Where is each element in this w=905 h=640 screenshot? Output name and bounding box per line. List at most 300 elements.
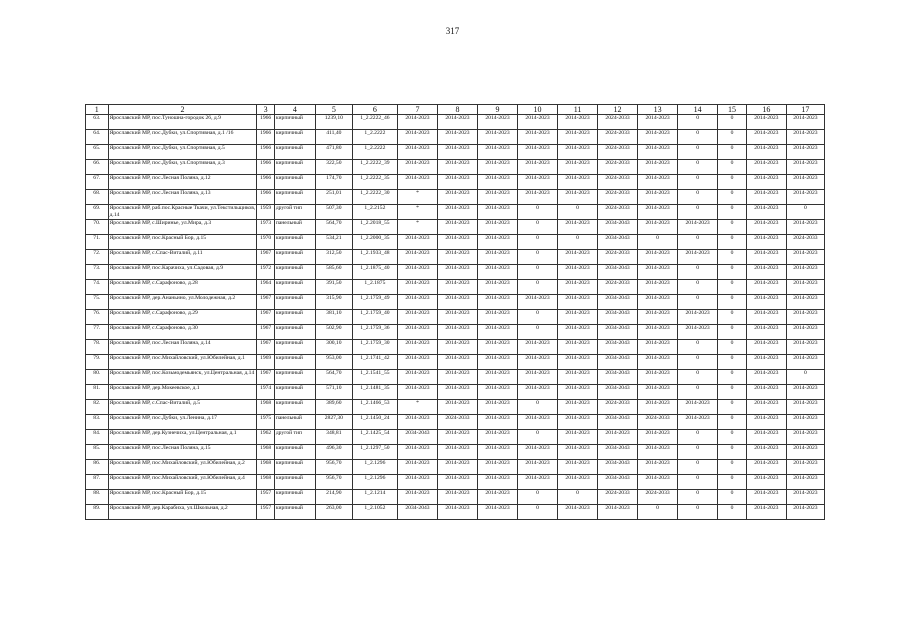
row-number-cell: 72.: [86, 250, 109, 265]
table-row: [86, 325, 825, 340]
table-cell: 2014-2023: [437, 160, 477, 175]
table-cell: 2014-2023: [638, 205, 678, 220]
table-cell: 2014-2023: [397, 325, 437, 340]
table-cell: 2014-2023: [746, 190, 786, 205]
table-cell: 1_2.1466_53: [352, 400, 397, 415]
table-row: [86, 385, 825, 400]
table-cell: 1_2.2222_30: [352, 190, 397, 205]
table-cell: 1967: [257, 325, 274, 340]
table-cell: 2014-2023: [478, 190, 518, 205]
table-cell: 2014-2023: [478, 400, 518, 415]
table-cell: 2014-2023: [746, 505, 786, 520]
table-cell: 0: [518, 220, 558, 235]
table-cell: 2014-2023: [478, 130, 518, 145]
table-cell: кирпичный: [274, 445, 315, 460]
table-cell: 2014-2023: [786, 340, 824, 355]
table-cell: 251,01: [315, 190, 352, 205]
table-cell: 2014-2023: [437, 370, 477, 385]
address-cell: Ярославский МР, пос.Красный Бор, д.15: [108, 490, 257, 505]
table-cell: 2014-2023: [598, 430, 638, 445]
table-cell: 2024-2033: [598, 175, 638, 190]
table-cell: 2014-2023: [558, 160, 598, 175]
table-cell: 2024-2033: [598, 400, 638, 415]
address-cell: Ярославский МР, пос.Лесная Поляна, д.13: [108, 190, 257, 205]
table-cell: 2014-2023: [598, 505, 638, 520]
table-cell: 2014-2023: [746, 490, 786, 505]
table-cell: 1_2.1052: [352, 505, 397, 520]
table-cell: 0: [718, 370, 747, 385]
table-cell: 2014-2023: [518, 355, 558, 370]
table-row: [86, 250, 825, 265]
table-cell: 2034-2043: [598, 385, 638, 400]
row-number-cell: 89.: [86, 505, 109, 520]
table-cell: 214,90: [315, 490, 352, 505]
table-cell: 2014-2023: [437, 445, 477, 460]
table-cell: 2014-2023: [558, 175, 598, 190]
table-cell: 2014-2023: [638, 265, 678, 280]
table-cell: 1_2.1875_40: [352, 265, 397, 280]
table-cell: 571,10: [315, 385, 352, 400]
row-number-cell: 77.: [86, 325, 109, 340]
table-cell: 0: [678, 445, 718, 460]
table-cell: 1967: [257, 250, 274, 265]
table-cell: панельный: [274, 220, 315, 235]
table-row: [86, 505, 825, 520]
table-cell: 2014-2023: [478, 475, 518, 490]
table-cell: 956,70: [315, 460, 352, 475]
table-cell: 2024-2033: [598, 250, 638, 265]
table-cell: 2014-2023: [437, 220, 477, 235]
row-number-cell: 68.: [86, 190, 109, 205]
table-cell: 0: [786, 205, 824, 220]
table-cell: панельный: [274, 415, 315, 430]
table-row: [86, 145, 825, 160]
table-cell: 2014-2023: [478, 220, 518, 235]
table-cell: 2014-2023: [786, 145, 824, 160]
table-cell: 2024-2033: [598, 205, 638, 220]
table-cell: 1967: [257, 340, 274, 355]
table-cell: 1966: [257, 145, 274, 160]
table-cell: кирпичный: [274, 310, 315, 325]
table-cell: 0: [718, 145, 747, 160]
table-cell: 1959: [257, 205, 274, 220]
table-cell: 2014-2023: [746, 415, 786, 430]
table-cell: 2014-2023: [518, 385, 558, 400]
table-cell: 2014-2023: [478, 280, 518, 295]
table-row: [86, 205, 825, 220]
address-cell: Ярославский МР, пос.Дубки, ул.Спортивная, д.3: [108, 160, 257, 175]
table-cell: 2014-2023: [746, 280, 786, 295]
row-number-cell: 66.: [86, 160, 109, 175]
table-cell: 0: [678, 475, 718, 490]
table-cell: 391,50: [315, 280, 352, 295]
table-cell: 1966: [257, 160, 274, 175]
table-cell: 2034-2043: [598, 355, 638, 370]
table-cell: 2014-2023: [638, 325, 678, 340]
table-cell: 2014-2023: [746, 445, 786, 460]
table-cell: кирпичный: [274, 145, 315, 160]
table-cell: 0: [718, 250, 747, 265]
column-header: 5: [315, 105, 352, 115]
table-cell: 1966: [257, 130, 274, 145]
table-cell: 1_2.1541_55: [352, 370, 397, 385]
table-cell: 0: [718, 475, 747, 490]
table-cell: 1_2.1759_40: [352, 310, 397, 325]
table-cell: 2014-2023: [478, 265, 518, 280]
table-cell: 2014-2023: [786, 250, 824, 265]
table-cell: 0: [678, 385, 718, 400]
table-cell: 2014-2023: [746, 160, 786, 175]
table-cell: 2014-2023: [746, 250, 786, 265]
table-cell: 0: [718, 400, 747, 415]
table-cell: 1_2.1296: [352, 460, 397, 475]
table-cell: 1_2.2222_35: [352, 175, 397, 190]
table-cell: 2014-2023: [478, 385, 518, 400]
table-cell: 2014-2023: [638, 355, 678, 370]
table-cell: 2034-2043: [598, 310, 638, 325]
table-cell: кирпичный: [274, 295, 315, 310]
address-cell: Ярославский МР, дер.Карабиха, ул.Школьная, д.2: [108, 505, 257, 520]
table-cell: 2014-2023: [786, 505, 824, 520]
table-cell: 2014-2023: [478, 355, 518, 370]
table-cell: 2014-2023: [746, 145, 786, 160]
row-number-cell: 67.: [86, 175, 109, 190]
table-cell: 2014-2023: [437, 460, 477, 475]
table-cell: 411,40: [315, 130, 352, 145]
address-cell: Ярославский МР, пос.Дубки, ул.Спортивная, д.1 /16: [108, 130, 257, 145]
table-cell: кирпичный: [274, 160, 315, 175]
table-cell: 2014-2023: [746, 325, 786, 340]
table-cell: 2014-2023: [478, 490, 518, 505]
table-cell: 1967: [257, 310, 274, 325]
table-cell: кирпичный: [274, 490, 315, 505]
address-cell: Ярославский МР, пос.Туношна-городок 26, д.9: [108, 115, 257, 130]
table-cell: 585,60: [315, 265, 352, 280]
table-cell: 0: [558, 235, 598, 250]
table-cell: 2014-2023: [558, 295, 598, 310]
table-cell: 2014-2023: [397, 130, 437, 145]
table-cell: 2014-2023: [518, 130, 558, 145]
table-cell: 2014-2023: [518, 445, 558, 460]
table-cell: 1_2.1481_35: [352, 385, 397, 400]
address-cell: Ярославский МР, с.Ширинье, ул.Мира, д.3: [108, 220, 257, 235]
address-cell: Ярославский МР, пос.Карачиха, ул.Садовая, д.9: [108, 265, 257, 280]
table-cell: 2014-2023: [397, 310, 437, 325]
table-cell: 2034-2043: [598, 415, 638, 430]
address-cell: Ярославский МР, с.Сарафоново, д.28: [108, 280, 257, 295]
table-cell: другой тип: [274, 205, 315, 220]
row-number-cell: 70.: [86, 220, 109, 235]
table-cell: 1_2.1741_42: [352, 355, 397, 370]
table-cell: 0: [718, 490, 747, 505]
table-cell: 1967: [257, 370, 274, 385]
table-cell: 0: [518, 265, 558, 280]
table-cell: 2014-2023: [437, 355, 477, 370]
table-cell: 2827,30: [315, 415, 352, 430]
table-cell: 1_2.1425_54: [352, 430, 397, 445]
table-cell: 0: [678, 130, 718, 145]
table-cell: 2024-2033: [598, 145, 638, 160]
table-cell: 2014-2023: [478, 115, 518, 130]
table-cell: 2014-2023: [437, 475, 477, 490]
address-cell: Ярославский МР, пос.Козьмодемьянск, ул.Центральная, д.14: [108, 370, 257, 385]
table-cell: 2014-2023: [478, 460, 518, 475]
table-cell: 2014-2023: [746, 340, 786, 355]
table-cell: 0: [678, 370, 718, 385]
table-cell: 1_2.2000_35: [352, 235, 397, 250]
table-cell: кирпичный: [274, 325, 315, 340]
table-cell: 0: [678, 235, 718, 250]
table-cell: 0: [718, 235, 747, 250]
table-cell: 956,70: [315, 475, 352, 490]
table-cell: 2014-2023: [437, 145, 477, 160]
table-cell: 0: [678, 460, 718, 475]
data-table: [85, 104, 825, 520]
table-cell: 0: [518, 325, 558, 340]
table-cell: 2014-2023: [746, 400, 786, 415]
table-cell: 1970: [257, 235, 274, 250]
table-cell: 0: [558, 205, 598, 220]
table-cell: 2014-2023: [558, 370, 598, 385]
table-cell: 2014-2023: [437, 205, 477, 220]
table-cell: 2024-2033: [638, 490, 678, 505]
table-cell: 2014-2023: [746, 385, 786, 400]
table-cell: 2014-2023: [638, 250, 678, 265]
row-number-cell: 73.: [86, 265, 109, 280]
table-cell: 2014-2023: [786, 310, 824, 325]
table-cell: кирпичный: [274, 190, 315, 205]
table-cell: 2014-2023: [558, 355, 598, 370]
address-cell: Ярославский МР, пос.Михайловский, ул.Юбилейная, д.4: [108, 475, 257, 490]
table-row: [86, 475, 825, 490]
table-cell: 0: [718, 175, 747, 190]
table-row: [86, 190, 825, 205]
row-number-cell: 75.: [86, 295, 109, 310]
table-cell: 1967: [257, 295, 274, 310]
table-cell: 2014-2023: [397, 475, 437, 490]
table-cell: 1962: [257, 430, 274, 445]
table-cell: 2014-2023: [478, 415, 518, 430]
table-cell: 0: [518, 400, 558, 415]
table-cell: 2014-2023: [518, 295, 558, 310]
table-cell: 2014-2023: [558, 220, 598, 235]
table-cell: 2014-2023: [746, 430, 786, 445]
table-cell: 0: [678, 265, 718, 280]
table-cell: 2014-2023: [746, 460, 786, 475]
table-header-row: [86, 105, 825, 115]
table-cell: 2014-2023: [786, 355, 824, 370]
row-number-cell: 86.: [86, 460, 109, 475]
address-cell: Ярославский МР, с.Сарафоново, д.29: [108, 310, 257, 325]
table-cell: кирпичный: [274, 340, 315, 355]
row-number-cell: 78.: [86, 340, 109, 355]
table-cell: 2014-2023: [786, 475, 824, 490]
table-cell: 0: [718, 505, 747, 520]
table-row: [86, 160, 825, 175]
table-cell: 2014-2023: [746, 475, 786, 490]
page-number: 317: [445, 26, 460, 36]
table-cell: 2014-2023: [558, 430, 598, 445]
table-cell: кирпичный: [274, 370, 315, 385]
row-number-cell: 64.: [86, 130, 109, 145]
address-cell: Ярославский МР, пос.Михайловский, ул.Юбилейная, д.2: [108, 460, 257, 475]
row-number-cell: 76.: [86, 310, 109, 325]
address-cell: Ярославский МР, пос.Лесная Поляна, д.12: [108, 175, 257, 190]
table-cell: 1_2.2222_39: [352, 160, 397, 175]
table-cell: 0: [718, 385, 747, 400]
table-cell: 0: [678, 295, 718, 310]
table-cell: 0: [718, 115, 747, 130]
table-cell: 2014-2023: [678, 400, 718, 415]
address-cell: Ярославский МР, пос.Красный Бор, д.15: [108, 235, 257, 250]
table-cell: кирпичный: [274, 250, 315, 265]
table-cell: 1_2.1214: [352, 490, 397, 505]
table-cell: 2014-2023: [437, 280, 477, 295]
table-cell: 496,30: [315, 445, 352, 460]
table-cell: 2014-2023: [397, 265, 437, 280]
table-cell: 0: [718, 355, 747, 370]
table-cell: 2014-2023: [437, 115, 477, 130]
table-cell: 2034-2043: [397, 430, 437, 445]
table-cell: 1_2.1450_24: [352, 415, 397, 430]
table-cell: 2014-2023: [638, 430, 678, 445]
table-cell: 2014-2023: [678, 220, 718, 235]
table-cell: 2014-2023: [397, 280, 437, 295]
table-cell: 2014-2023: [437, 130, 477, 145]
table-cell: 2014-2023: [638, 115, 678, 130]
table-cell: 2014-2023: [397, 115, 437, 130]
table-cell: 2014-2023: [638, 220, 678, 235]
table-cell: 1957: [257, 490, 274, 505]
table-row: [86, 445, 825, 460]
row-number-cell: 71.: [86, 235, 109, 250]
table-cell: 2014-2023: [437, 385, 477, 400]
table-cell: 2014-2023: [786, 190, 824, 205]
table-cell: 2014-2023: [638, 370, 678, 385]
table-cell: 2014-2023: [786, 295, 824, 310]
table-row: [86, 490, 825, 505]
table-cell: 0: [718, 130, 747, 145]
table-row: [86, 340, 825, 355]
table-cell: 2014-2023: [678, 415, 718, 430]
table-cell: 2014-2023: [746, 370, 786, 385]
table-cell: 2024-2033: [598, 160, 638, 175]
table-cell: 2014-2023: [746, 220, 786, 235]
address-cell: Ярославский МР, раб.пос.Красные Ткачи, ул.Текстильщиков, д.14: [109, 205, 256, 218]
table-cell: 2034-2043: [598, 265, 638, 280]
table-cell: 1957: [257, 505, 274, 520]
table-row: [86, 265, 825, 280]
table-cell: 2014-2023: [397, 295, 437, 310]
table-cell: кирпичный: [274, 115, 315, 130]
table-cell: 1974: [257, 385, 274, 400]
table-cell: 2014-2023: [638, 175, 678, 190]
table-cell: 2014-2023: [478, 325, 518, 340]
table-cell: кирпичный: [274, 355, 315, 370]
table-cell: 2014-2023: [786, 325, 824, 340]
table-cell: 263,00: [315, 505, 352, 520]
table-cell: 2014-2023: [786, 130, 824, 145]
table-cell: 2014-2023: [746, 130, 786, 145]
table-cell: 2034-2043: [598, 220, 638, 235]
table-cell: 2014-2023: [786, 265, 824, 280]
column-header: 4: [274, 105, 315, 115]
table-cell: 2034-2043: [397, 505, 437, 520]
table-cell: 2024-2033: [598, 280, 638, 295]
table-cell: 0: [638, 505, 678, 520]
table-cell: 2014-2023: [558, 130, 598, 145]
table-cell: 1239,10: [315, 115, 352, 130]
row-number-cell: 83.: [86, 415, 109, 430]
table-cell: 0: [518, 490, 558, 505]
table-cell: 2014-2023: [397, 355, 437, 370]
row-number-cell: 69.: [86, 205, 109, 220]
table-cell: 502,90: [315, 325, 352, 340]
table-cell: 0: [718, 190, 747, 205]
table-cell: 2014-2023: [786, 415, 824, 430]
table-cell: 0: [718, 295, 747, 310]
table-cell: 2014-2023: [478, 445, 518, 460]
table-cell: 2014-2023: [678, 250, 718, 265]
table-cell: 0: [718, 415, 747, 430]
address-cell: Ярославский МР, дер.Мокеевское, д.1: [108, 385, 257, 400]
table-cell: 1_2.2018_55: [352, 220, 397, 235]
table-cell: 174,70: [315, 175, 352, 190]
table-cell: 1964: [257, 280, 274, 295]
table-cell: 1975: [257, 415, 274, 430]
table-cell: 2014-2023: [478, 370, 518, 385]
table-cell: 1_2.2222: [352, 130, 397, 145]
column-header: 15: [718, 105, 747, 115]
table-cell: 389,60: [315, 400, 352, 415]
table-cell: 2014-2023: [638, 295, 678, 310]
column-header: 9: [478, 105, 518, 115]
row-number-cell: 81.: [86, 385, 109, 400]
table-cell: *: [397, 205, 437, 220]
column-header: 2: [108, 105, 257, 115]
table-cell: 1973: [257, 220, 274, 235]
table-cell: 0: [718, 325, 747, 340]
table-cell: 2014-2023: [786, 220, 824, 235]
table-cell: 2014-2023: [558, 385, 598, 400]
table-row: [86, 175, 825, 190]
table-cell: 1972: [257, 265, 274, 280]
table-cell: 564,70: [315, 220, 352, 235]
table-cell: 2014-2023: [478, 250, 518, 265]
table-cell: 0: [718, 280, 747, 295]
address-cell: Ярославский МР, с.Спас-Виталий, д.5: [108, 400, 257, 415]
table-cell: 2014-2023: [558, 475, 598, 490]
table-cell: 1966: [257, 190, 274, 205]
column-header: 3: [257, 105, 274, 115]
table-cell: 0: [518, 310, 558, 325]
table-cell: кирпичный: [274, 235, 315, 250]
table-row: [86, 130, 825, 145]
table-row: [86, 220, 825, 235]
table-cell: 2014-2023: [518, 415, 558, 430]
table-cell: 2014-2023: [558, 505, 598, 520]
table-cell: 0: [718, 445, 747, 460]
table-cell: 2014-2023: [638, 385, 678, 400]
table-cell: 2014-2023: [786, 460, 824, 475]
table-cell: 2034-2043: [598, 475, 638, 490]
table-cell: 2014-2023: [746, 295, 786, 310]
table-cell: 0: [718, 265, 747, 280]
table-row: [86, 400, 825, 415]
table-cell: 2014-2023: [678, 325, 718, 340]
table-cell: 1_2.1933_48: [352, 250, 397, 265]
table-cell: 2014-2023: [437, 265, 477, 280]
